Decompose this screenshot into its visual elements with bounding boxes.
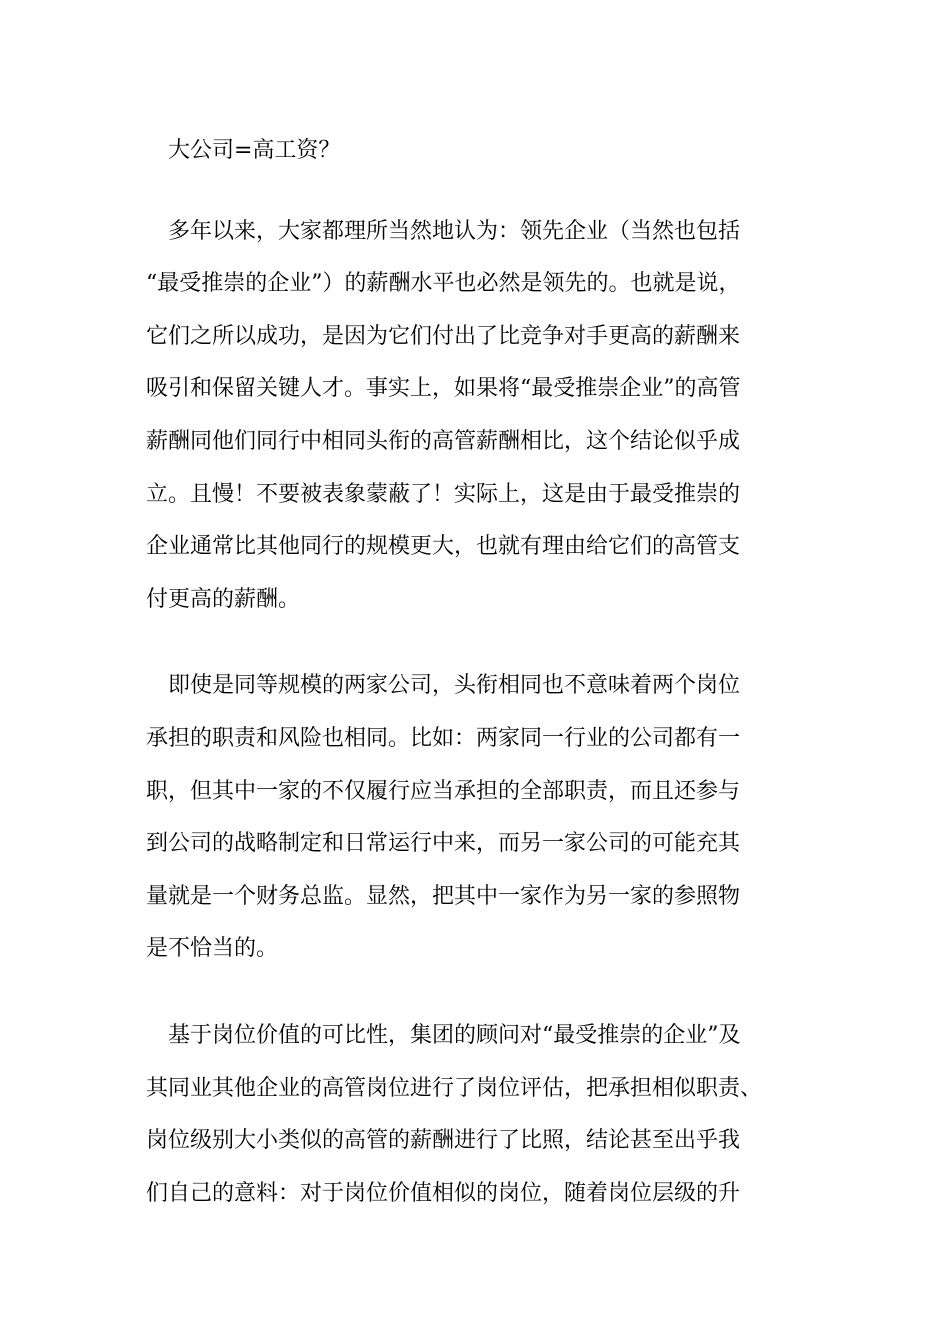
- paragraph-line: 它们之所以成功，是因为它们付出了比竞争对手更高的薪酬来: [146, 323, 741, 349]
- paragraph-line: 企业通常比其他同行的规模更大，也就有理由给它们的高管支: [146, 534, 741, 560]
- paragraph-line: 岗位级别大小类似的高管的薪酬进行了比照，结论甚至出乎我: [146, 1128, 741, 1154]
- paragraph-line: 其同业其他企业的高管岗位进行了岗位评估，把承担相似职责、: [146, 1075, 763, 1101]
- document-body: [146, 125, 806, 1254]
- paragraph-line: 多年以来，大家都理所当然地认为：领先企业（当然也包括: [168, 218, 741, 244]
- paragraph-line: 吸引和保留关键人才。事实上，如果将“最受推崇企业”的高管: [146, 376, 741, 402]
- paragraph-line: 们自己的意料：对于岗位价值相似的岗位，随着岗位层级的升: [146, 1180, 741, 1206]
- document-title: 大公司=高工资？: [168, 138, 341, 163]
- paragraph-line: 量就是一个财务总监。显然，把其中一家作为另一家的参照物: [146, 883, 741, 909]
- paragraph-line: 是不恰当的。: [146, 936, 279, 962]
- paragraph-line: 立。且慢！不要被表象蒙蔽了！实际上，这是由于最受推崇的: [146, 481, 741, 507]
- paragraph-line: 薪酬同他们同行中相同头衔的高管薪酬相比，这个结论似乎成: [146, 428, 741, 454]
- paragraph-line: 基于岗位价值的可比性，集团的顾问对“最受推崇的企业”及: [168, 1022, 741, 1048]
- paragraph-3: [146, 1010, 806, 1220]
- paragraph-line: 职，但其中一家的不仅履行应当承担的全部职责，而且还参与: [146, 778, 741, 804]
- paragraph-line: 到公司的战略制定和日常运行中来，而另一家公司的可能充其: [146, 831, 741, 857]
- paragraph-line: 承担的职责和风险也相同。比如：两家同一行业的公司都有一: [146, 725, 741, 751]
- paragraph-1: [146, 206, 806, 627]
- paragraph-line: 付更高的薪酬。: [146, 586, 301, 612]
- paragraph-line: 即使是同等规模的两家公司，头衔相同也不意味着两个岗位: [168, 673, 741, 699]
- paragraph-line: “最受推崇的企业”）的薪酬水平也必然是领先的。也就是说，: [146, 271, 741, 297]
- paragraph-2: [146, 660, 806, 976]
